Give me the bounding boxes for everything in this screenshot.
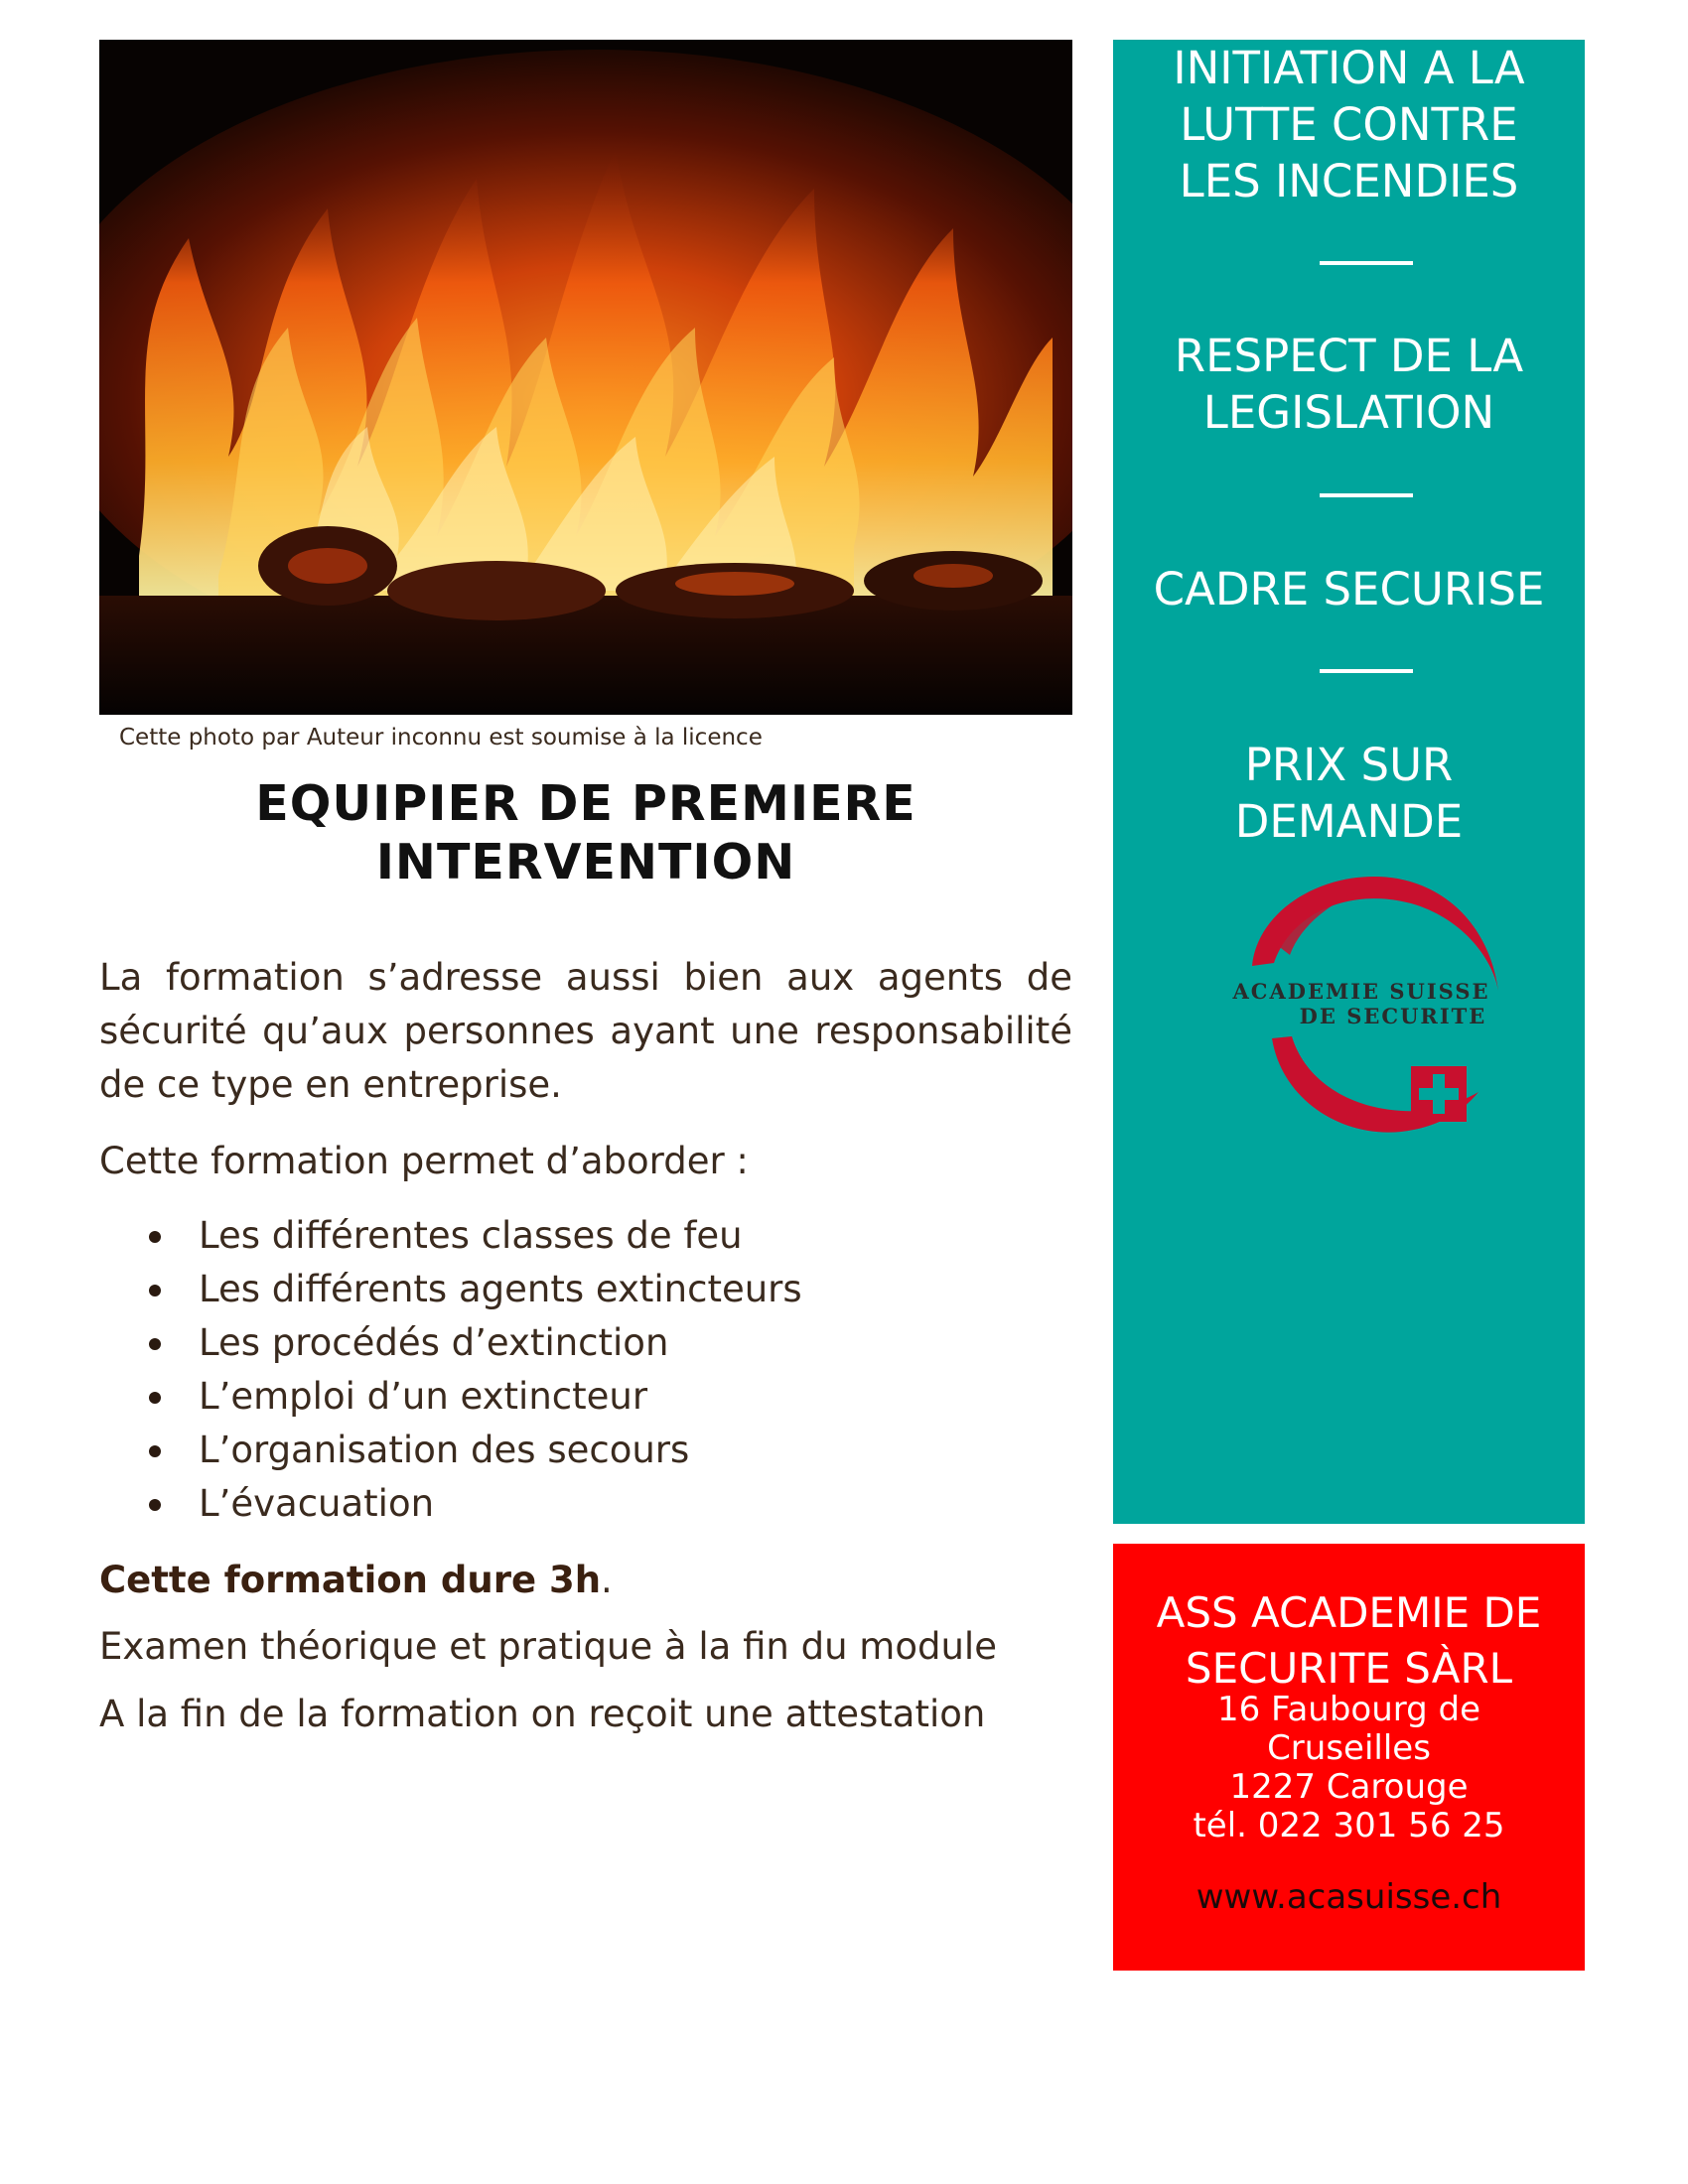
title-line-1: EQUIPIER DE PREMIERE xyxy=(255,775,916,832)
highlights-sidebar xyxy=(1113,40,1585,1524)
sidebar-item-line: DEMANDE xyxy=(1234,795,1464,848)
list-item xyxy=(99,1263,1072,1316)
address-line: Cruseilles xyxy=(1267,1728,1431,1768)
list-item xyxy=(99,1316,1072,1370)
website-link[interactable]: www.acasuisse.ch xyxy=(1196,1877,1502,1917)
phone-number: tél. 022 301 56 25 xyxy=(1193,1806,1505,1845)
sidebar-item-line: RESPECT DE LA xyxy=(1174,330,1524,382)
topic-label: Les procédés d’extinction xyxy=(199,1321,669,1364)
certificate-paragraph: A la fin de la formation on reçoit une attestation xyxy=(99,1693,986,1735)
sidebar-item-line: PRIX SUR xyxy=(1244,739,1454,791)
company-name xyxy=(1113,1585,1585,1697)
sidebar-divider xyxy=(1320,493,1413,497)
list-item xyxy=(99,1209,1072,1263)
address-line: 16 Faubourg de xyxy=(1216,1690,1481,1729)
page-title xyxy=(99,774,1072,891)
topic-label: L’organisation des secours xyxy=(199,1429,690,1471)
company-name-line: ASS ACADEMIE DE xyxy=(1156,1588,1542,1637)
topics-list xyxy=(99,1209,1072,1531)
contact-box xyxy=(1113,1544,1585,1971)
duration-bold: Cette formation dure 3h xyxy=(99,1559,602,1601)
sidebar-item-legislation xyxy=(1113,328,1585,441)
duration-paragraph xyxy=(99,1554,1072,1607)
title-line-2: INTERVENTION xyxy=(375,834,796,890)
sidebar-item-price xyxy=(1113,737,1585,850)
company-address xyxy=(1113,1691,1585,1845)
exam-paragraph: Examen théorique et pratique à la fin du module xyxy=(99,1625,997,1668)
list-item xyxy=(99,1424,1072,1477)
bullet-icon xyxy=(149,1392,161,1404)
bullet-icon xyxy=(149,1445,161,1457)
bullet-icon xyxy=(149,1338,161,1350)
bullet-icon xyxy=(149,1231,161,1243)
intro-paragraph: La formation s’adresse aussi bien aux agents de sécurité qu’aux personnes ayant une responsabilité de ce type en entreprise. xyxy=(99,956,1072,1106)
photo-caption: Cette photo par Auteur inconnu est soumise à la licence xyxy=(119,725,763,751)
logo-text-line-1: ACADEMIE SUISSE xyxy=(1232,979,1490,1004)
topic-label: Les différentes classes de feu xyxy=(199,1214,743,1257)
academy-logo xyxy=(1212,872,1510,1160)
address-line: 1227 Carouge xyxy=(1229,1767,1469,1807)
topic-label: L’évacuation xyxy=(199,1482,435,1525)
list-item xyxy=(99,1477,1072,1531)
fire-image xyxy=(99,40,1072,715)
sidebar-divider xyxy=(1320,261,1413,265)
logo-ring-icon xyxy=(1212,872,1510,1160)
sidebar-item-line: LEGISLATION xyxy=(1202,386,1495,439)
company-name-line: SECURITE SÀRL xyxy=(1185,1644,1513,1693)
topic-label: L’emploi d’un extincteur xyxy=(199,1375,648,1418)
bullet-icon xyxy=(149,1499,161,1511)
sidebar-item-initiation xyxy=(1113,40,1585,209)
lead-paragraph: Cette formation permet d’aborder : xyxy=(99,1140,749,1182)
sidebar-item-secure-frame xyxy=(1113,561,1585,617)
topic-label: Les différents agents extincteurs xyxy=(199,1268,802,1310)
sidebar-divider xyxy=(1320,669,1413,673)
list-item xyxy=(99,1370,1072,1424)
logo-text-line-2: DE SECURITE xyxy=(1299,1004,1487,1028)
bullet-icon xyxy=(149,1285,161,1297)
fire-photo xyxy=(99,40,1072,715)
sidebar-item-line: INITIATION A LA xyxy=(1173,42,1525,94)
sidebar-item-line: LUTTE CONTRE xyxy=(1180,98,1518,151)
sidebar-item-line: LES INCENDIES xyxy=(1179,155,1519,207)
sidebar-item-line: CADRE SECURISE xyxy=(1153,563,1545,615)
duration-suffix: . xyxy=(601,1559,613,1601)
